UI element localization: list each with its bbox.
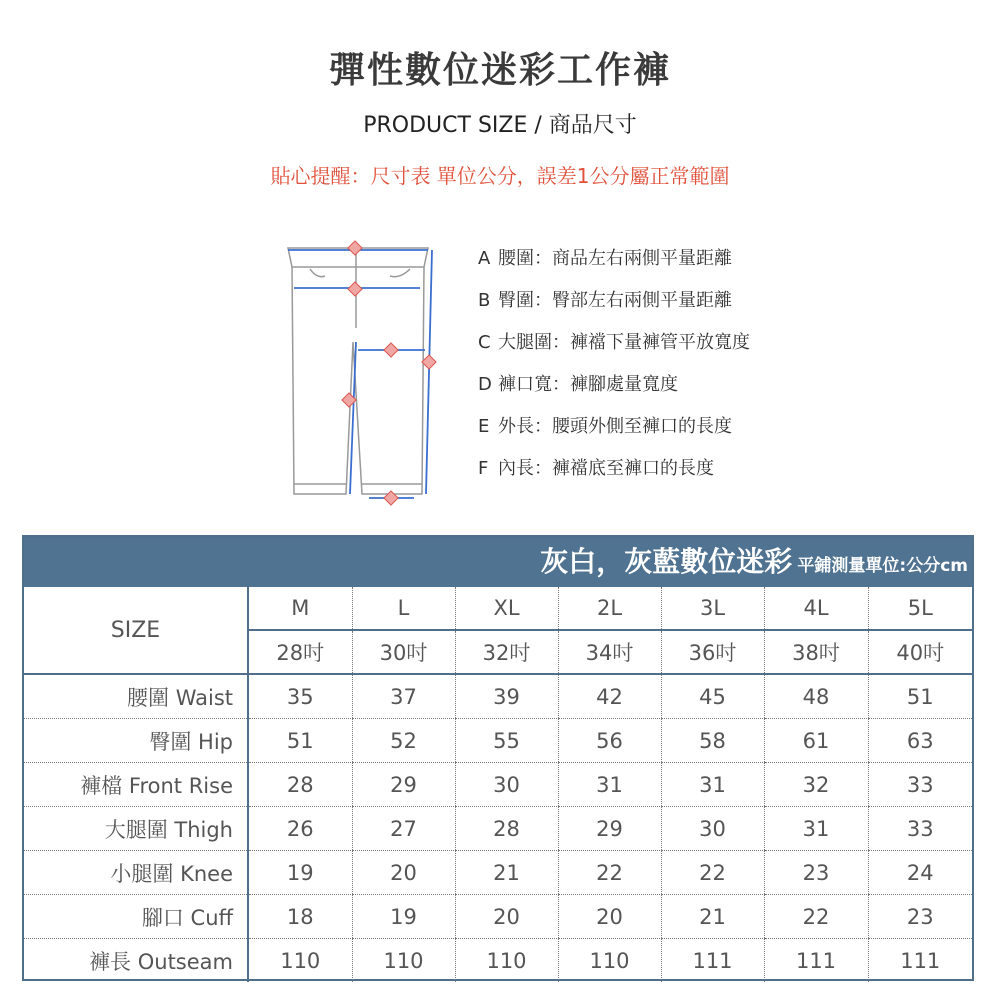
table-cell: 55	[455, 719, 558, 763]
measurement-legend	[478, 245, 750, 497]
size-header-cell: L	[352, 587, 455, 630]
table-cell: 110	[352, 939, 455, 983]
legend-item: E 外長：腰頭外側至褲口的長度	[478, 416, 732, 437]
inch-header-cell: 40吋	[868, 630, 972, 674]
size-label: SIZE	[24, 587, 248, 674]
row-label: 腰圍 Waist	[24, 674, 248, 719]
size-header-cell: 2L	[558, 587, 661, 630]
table-cell: 58	[661, 719, 764, 763]
table-cell: 33	[868, 807, 972, 851]
row-label: 腳口 Cuff	[24, 895, 248, 939]
table-cell: 29	[352, 763, 455, 807]
page-title: 彈性數位迷彩工作褲	[328, 50, 671, 91]
table-cell: 63	[868, 719, 972, 763]
table-row	[24, 807, 972, 851]
table-row	[24, 939, 972, 983]
table-cell: 20	[352, 851, 455, 895]
row-label: 褲檔 Front Rise	[24, 763, 248, 807]
size-header-cell: XL	[455, 587, 558, 630]
table-cell: 21	[661, 895, 764, 939]
row-label: 臀圍 Hip	[24, 719, 248, 763]
table-row	[24, 674, 972, 719]
size-header-cell: 3L	[661, 587, 764, 630]
legend-item: B 臀圍：臀部左右兩側平量距離	[478, 290, 732, 311]
table-cell: 24	[868, 851, 972, 895]
table-cell: 51	[868, 674, 972, 719]
inch-header-cell: 34吋	[558, 630, 661, 674]
marker-c	[384, 343, 398, 357]
table-cell: 110	[248, 939, 352, 983]
pants-measurement-diagram	[270, 232, 450, 512]
table-cell: 61	[764, 719, 868, 763]
legend-item: D 褲口寬：褲腳處量寬度	[478, 374, 678, 395]
legend-item: F 內長：褲襠底至褲口的長度	[478, 458, 714, 479]
inch-header-cell: 30吋	[352, 630, 455, 674]
marker-e	[422, 355, 436, 369]
inch-header-cell: 32吋	[455, 630, 558, 674]
table-cell: 111	[868, 939, 972, 983]
size-header-cell: 5L	[868, 587, 972, 630]
size-table	[22, 535, 974, 981]
legend-item: A 腰圍：商品左右兩側平量距離	[478, 248, 732, 269]
table-cell: 29	[558, 807, 661, 851]
table-cell: 31	[764, 807, 868, 851]
marker-b	[348, 282, 362, 296]
table-cell: 51	[248, 719, 352, 763]
table-cell: 33	[868, 763, 972, 807]
table-cell: 28	[248, 763, 352, 807]
table-cell: 111	[661, 939, 764, 983]
table-cell: 23	[764, 851, 868, 895]
inch-header-cell: 38吋	[764, 630, 868, 674]
table-row	[24, 763, 972, 807]
size-row	[24, 587, 972, 630]
table-cell: 19	[248, 851, 352, 895]
page-subtitle: PRODUCT SIZE / 商品尺寸	[363, 113, 637, 138]
table-cell: 31	[661, 763, 764, 807]
table-cell: 30	[661, 807, 764, 851]
table-header	[24, 537, 972, 587]
table-cell: 39	[455, 674, 558, 719]
table-cell: 19	[352, 895, 455, 939]
table-cell: 18	[248, 895, 352, 939]
table-cell: 42	[558, 674, 661, 719]
table-cell: 37	[352, 674, 455, 719]
table-cell: 28	[455, 807, 558, 851]
table-cell: 35	[248, 674, 352, 719]
table-cell: 20	[558, 895, 661, 939]
table-row	[24, 719, 972, 763]
table-title: 灰白，灰藍數位迷彩	[540, 545, 793, 578]
table-cell: 21	[455, 851, 558, 895]
table-cell: 23	[868, 895, 972, 939]
table-cell: 27	[352, 807, 455, 851]
table-cell: 45	[661, 674, 764, 719]
marker-d	[384, 491, 398, 505]
table-cell: 22	[661, 851, 764, 895]
table-cell: 32	[764, 763, 868, 807]
inch-header-cell: 28吋	[248, 630, 352, 674]
table-cell: 110	[558, 939, 661, 983]
marker-a	[348, 241, 362, 255]
table-cell: 26	[248, 807, 352, 851]
size-header-cell: M	[248, 587, 352, 630]
row-label: 褲長 Outseam	[24, 939, 248, 983]
table-row	[24, 851, 972, 895]
table-cell: 22	[764, 895, 868, 939]
table-row	[24, 895, 972, 939]
row-label: 小腿圍 Knee	[24, 851, 248, 895]
size-header-cell: 4L	[764, 587, 868, 630]
table-cell: 30	[455, 763, 558, 807]
table-cell: 22	[558, 851, 661, 895]
table-cell: 52	[352, 719, 455, 763]
table-cell: 56	[558, 719, 661, 763]
table-unit: 平鋪測量單位:公分cm	[797, 556, 968, 576]
size-grid	[24, 587, 972, 982]
table-cell: 110	[455, 939, 558, 983]
table-cell: 111	[764, 939, 868, 983]
legend-item: C 大腿圍：褲襠下量褲管平放寬度	[478, 332, 750, 353]
inch-header-cell: 36吋	[661, 630, 764, 674]
table-cell: 20	[455, 895, 558, 939]
size-note: 貼心提醒：尺寸表 單位公分，誤差1公分屬正常範圍	[270, 164, 730, 188]
row-label: 大腿圍 Thigh	[24, 807, 248, 851]
table-cell: 31	[558, 763, 661, 807]
table-cell: 48	[764, 674, 868, 719]
